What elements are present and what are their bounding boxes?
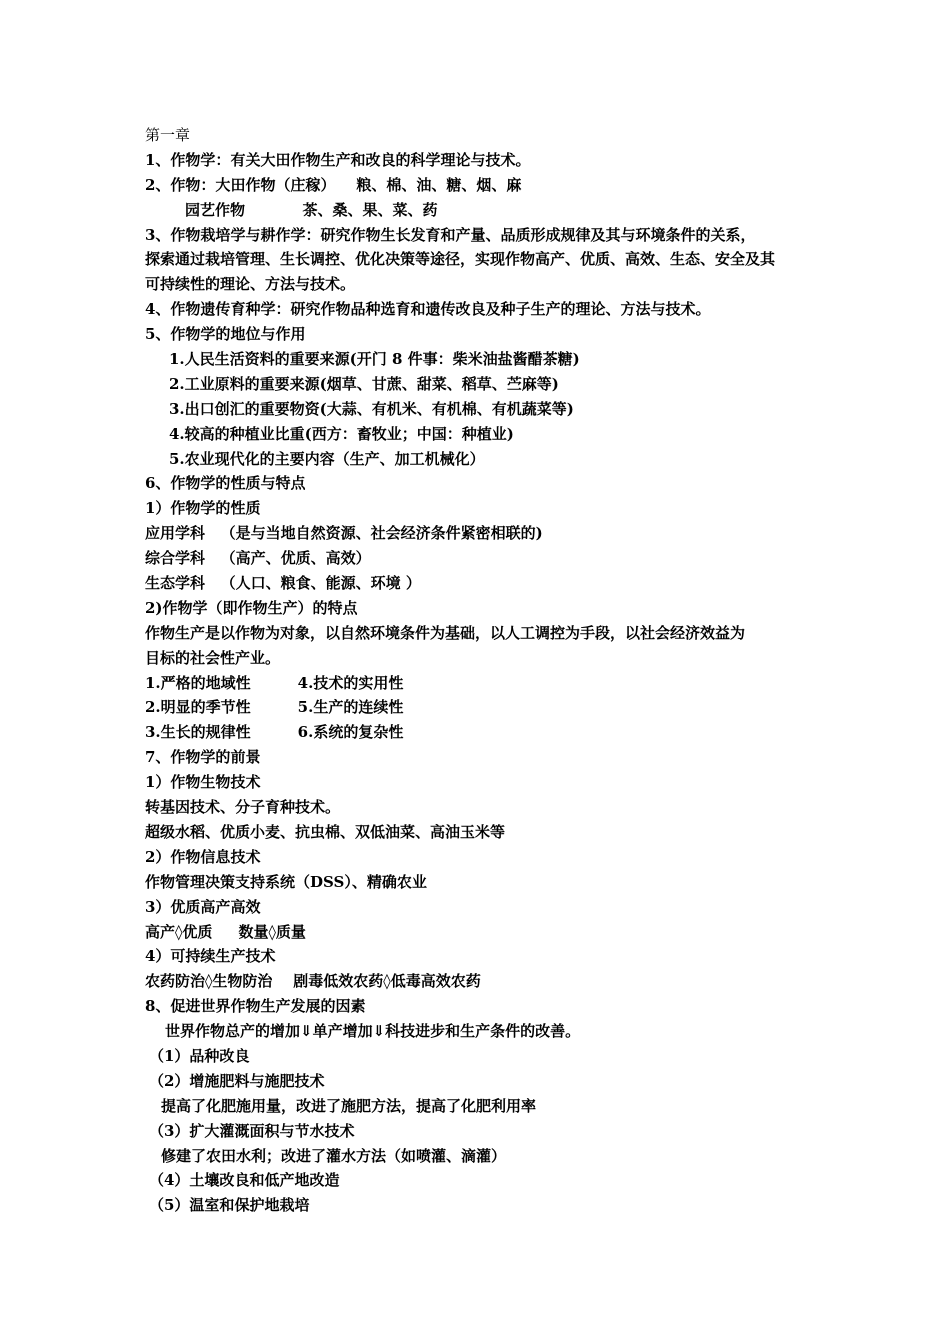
item-5-heading: 5、作物学的地位与作用 xyxy=(145,325,306,344)
item-8-factor-1: （1）品种改良 xyxy=(149,1046,250,1065)
item-2-crops: 2、作物：大田作物（庄稼） 粮、棉、油、糖、烟、麻 xyxy=(145,175,522,194)
item-6-integrated: 综合学科 （高产、优质、高效） xyxy=(145,549,371,568)
item-6-ecological: 生态学科 （人口、粮食、能源、环境 ） xyxy=(145,574,421,593)
item-8-summary: 世界作物总产的增加⇓单产增加⇓科技进步和生产条件的改善。 xyxy=(165,1022,581,1041)
item-8-factor-2-desc: 提高了化肥施用量，改进了施肥方法，提高了化肥利用率 xyxy=(161,1096,537,1115)
item-7-sub-4: 4）可持续生产技术 xyxy=(145,947,276,966)
document-body xyxy=(145,123,825,1218)
item-4-breeding: 4、作物遗传育种学：研究作物品种选育和遗传改良及种子生产的理论、方法与技术。 xyxy=(145,300,711,319)
chapter-title: 第一章 xyxy=(145,126,191,144)
item-8-factor-3-desc: 修建了农田水利；改进了灌水方法（如喷灌、滴灌） xyxy=(161,1146,507,1165)
item-7-info-tech: 作物管理决策支持系统（DSS）、精确农业 xyxy=(145,872,427,891)
item-7-heading: 7、作物学的前景 xyxy=(145,748,261,767)
item-6-feature-row-2: 2.明显的季节性 5.生产的连续性 xyxy=(145,698,404,717)
item-3-line-2: 探索通过栽培管理、生长调控、优化决策等途径，实现作物高产、优质、高效、生态、安全及其 xyxy=(145,250,776,269)
item-6-heading: 6、作物学的性质与特点 xyxy=(145,474,306,493)
item-6-applied: 应用学科 （是与当地自然资源、社会经济条件紧密相联的) xyxy=(145,524,543,543)
item-7-sub-1: 1）作物生物技术 xyxy=(145,773,261,792)
item-5-point-4: 4.较高的种植业比重(西方：畜牧业；中国：种植业) xyxy=(169,424,514,443)
item-3-line-3: 可持续性的理论、方法与技术。 xyxy=(145,275,356,294)
item-7-sub-3: 3）优质高产高效 xyxy=(145,897,261,916)
item-8-factor-4: （4）土壤改良和低产地改造 xyxy=(149,1171,340,1190)
item-7-sub-2: 2）作物信息技术 xyxy=(145,847,261,866)
item-2-horticulture: 园艺作物 茶、桑、果、菜、药 xyxy=(185,200,438,219)
item-6-sub-1: 1）作物学的性质 xyxy=(145,499,261,518)
item-6-feature-row-1: 1.严格的地域性 4.技术的实用性 xyxy=(145,673,404,692)
item-5-point-2: 2.工业原料的重要来源(烟草、甘蔗、甜菜、稻草、苎麻等) xyxy=(169,374,559,393)
item-8-heading: 8、促进世界作物生产发展的因素 xyxy=(145,997,366,1016)
item-6-feature-row-3: 3.生长的规律性 6.系统的复杂性 xyxy=(145,723,404,742)
item-5-point-3: 3.出口创汇的重要物资(大蒜、有机米、有机棉、有机蔬菜等) xyxy=(169,399,574,418)
item-5-point-5: 5.农业现代化的主要内容（生产、加工机械化） xyxy=(169,449,485,468)
item-1-definition: 1、作物学：有关大田作物生产和改良的科学理论与技术。 xyxy=(145,150,531,169)
item-7-biotech-2: 超级水稻、优质小麦、抗虫棉、双低油菜、高油玉米等 xyxy=(145,822,506,841)
item-3-line-1: 3、作物栽培学与耕作学：研究作物生长发育和产量、品质形成规律及其与环境条件的关系， xyxy=(145,225,756,244)
item-5-point-1: 1.人民生活资料的重要来源(开门 8 件事：柴米油盐酱醋茶糖) xyxy=(169,350,580,369)
item-7-sustainable: 农药防治◊生物防治 剧毒低效农药◊低毒高效农药 xyxy=(145,972,481,991)
item-8-factor-2: （2）增施肥料与施肥技术 xyxy=(149,1071,325,1090)
item-6-sub-2: 2)作物学（即作物生产）的特点 xyxy=(145,598,358,617)
item-8-factor-3: （3）扩大灌溉面积与节水技术 xyxy=(149,1121,355,1140)
item-7-quality: 高产◊优质 数量◊质量 xyxy=(145,922,306,941)
item-7-biotech-1: 转基因技术、分子育种技术。 xyxy=(145,798,341,817)
item-6-desc-1: 作物生产是以作物为对象，以自然环境条件为基础，以人工调控为手段，以社会经济效益为 xyxy=(145,623,746,642)
item-8-factor-5: （5）温室和保护地栽培 xyxy=(149,1196,310,1215)
item-6-desc-2: 目标的社会性产业。 xyxy=(145,648,281,667)
